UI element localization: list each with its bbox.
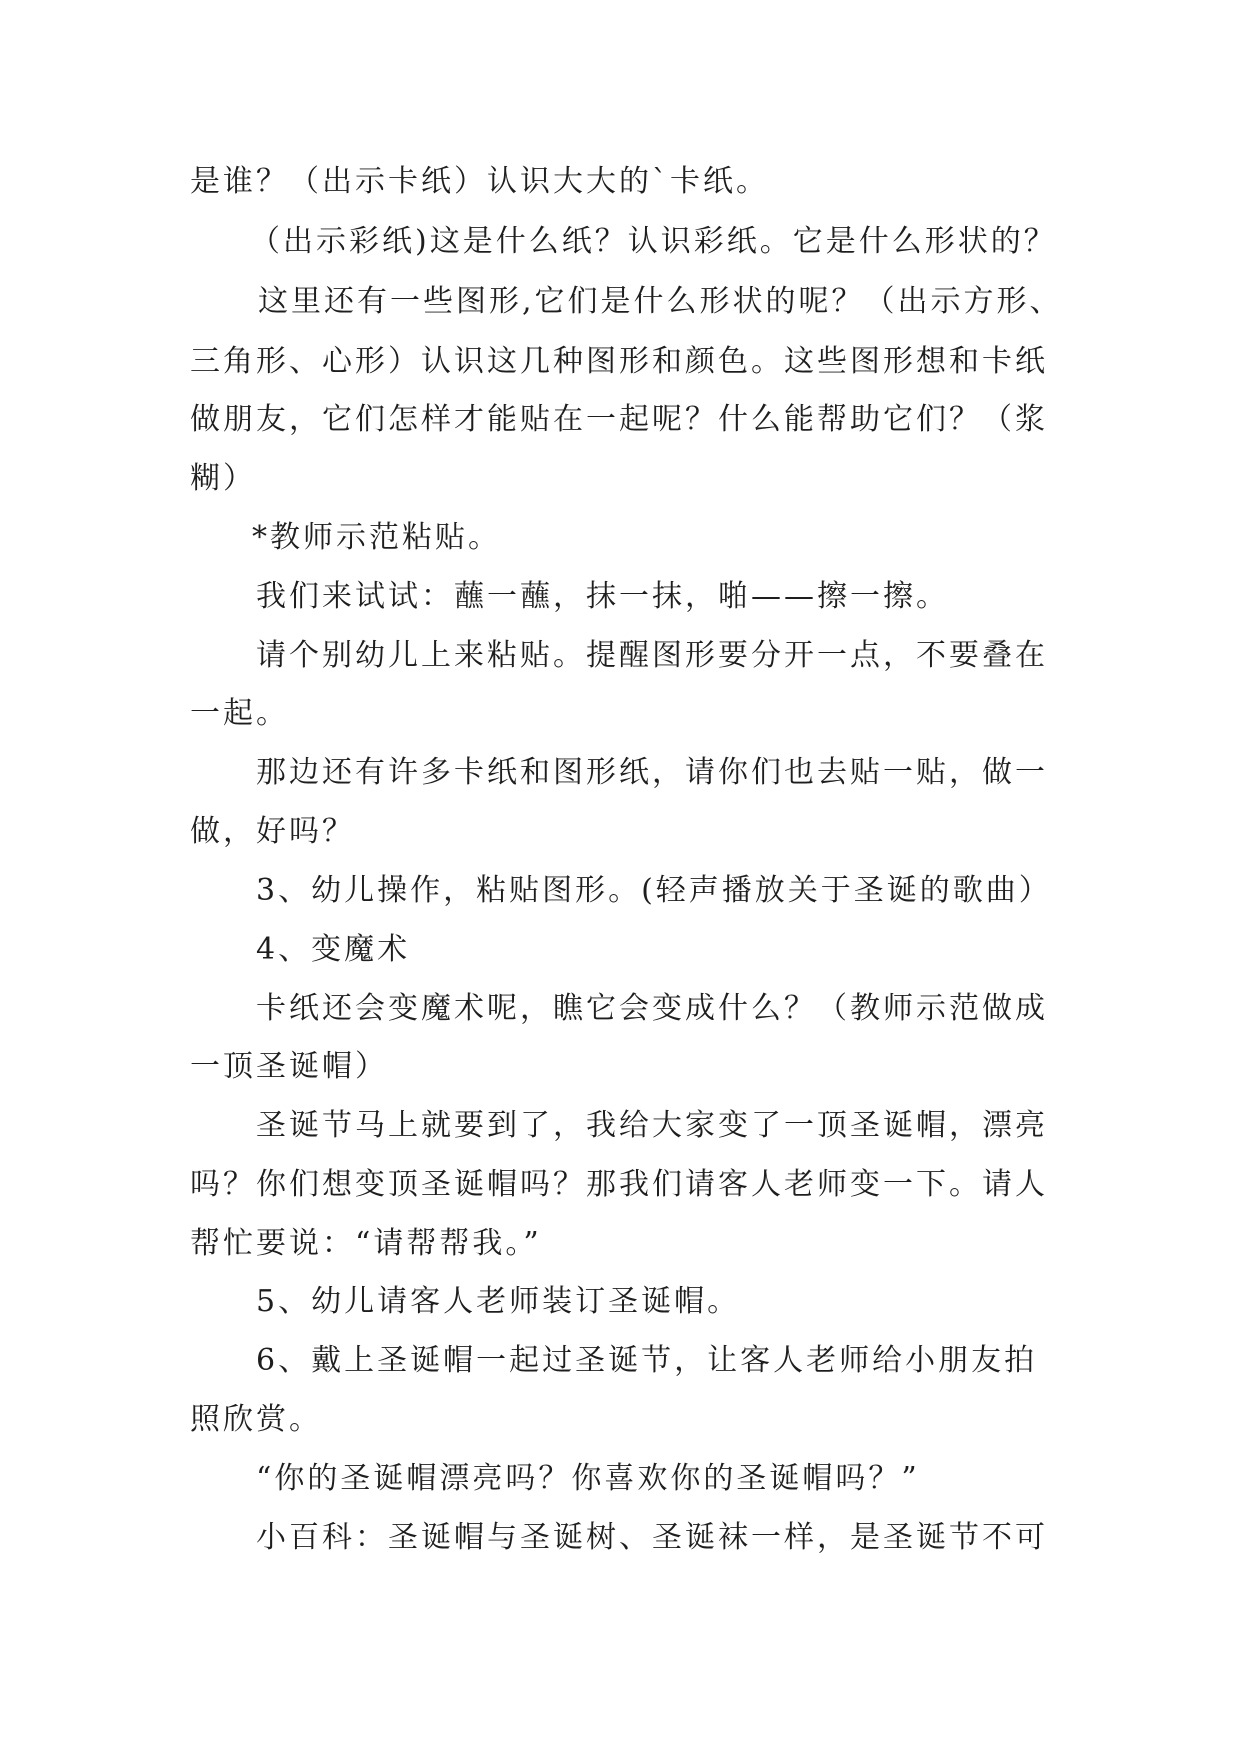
text-line: *教师示范粘贴。 [252,520,501,555]
text-line: 6、戴上圣诞帽一起过圣诞节，让客人老师给小朋友拍 [256,1343,1038,1378]
text-line: 是谁？（出示卡纸）认识大大的`卡纸。 [190,164,769,199]
text-line: 照欣赏。 [190,1402,322,1437]
text-line: 做朋友，它们怎样才能贴在一起呢？什么能帮助它们？（浆 [190,402,1048,437]
text-line: 请个别幼儿上来粘贴。提醒图形要分开一点，不要叠在 [256,638,1048,673]
text-line: （出示彩纸)这是什么纸？认识彩纸。它是什么形状的？ [250,224,1057,259]
text-line: 一起。 [190,696,289,731]
text-line: 小百科：圣诞帽与圣诞树、圣诞袜一样，是圣诞节不可 [256,1520,1048,1555]
text-line: 吗？你们想变顶圣诞帽吗？那我们请客人老师变一下。请人 [190,1167,1048,1202]
text-line: 糊） [190,461,256,496]
text-line: 三角形、心形）认识这几种图形和颜色。这些图形想和卡纸 [190,344,1048,379]
text-line: “你的圣诞帽漂亮吗？你喜欢你的圣诞帽吗？” [256,1461,920,1496]
text-line: 我们来试试：蘸一蘸，抹一抹，啪——擦一擦。 [256,579,949,614]
text-line: 3、幼儿操作，粘贴图形。(轻声播放关于圣诞的歌曲） [256,873,1052,908]
text-line: 卡纸还会变魔术呢，瞧它会变成什么？（教师示范做成 [256,991,1048,1026]
text-line: 一顶圣诞帽） [190,1049,388,1084]
text-line: 那边还有许多卡纸和图形纸，请你们也去贴一贴，做一 [256,755,1048,790]
text-line: 5、幼儿请客人老师装订圣诞帽。 [256,1284,741,1319]
text-line: 做，好吗？ [190,814,355,849]
text-line: 帮忙要说：“请帮帮我。” [190,1226,542,1261]
text-line: 圣诞节马上就要到了，我给大家变了一顶圣诞帽，漂亮 [256,1108,1048,1143]
text-line: 这里还有一些图形,它们是什么形状的呢？（出示方形、 [258,284,1063,319]
text-line: 4、变魔术 [256,932,411,967]
